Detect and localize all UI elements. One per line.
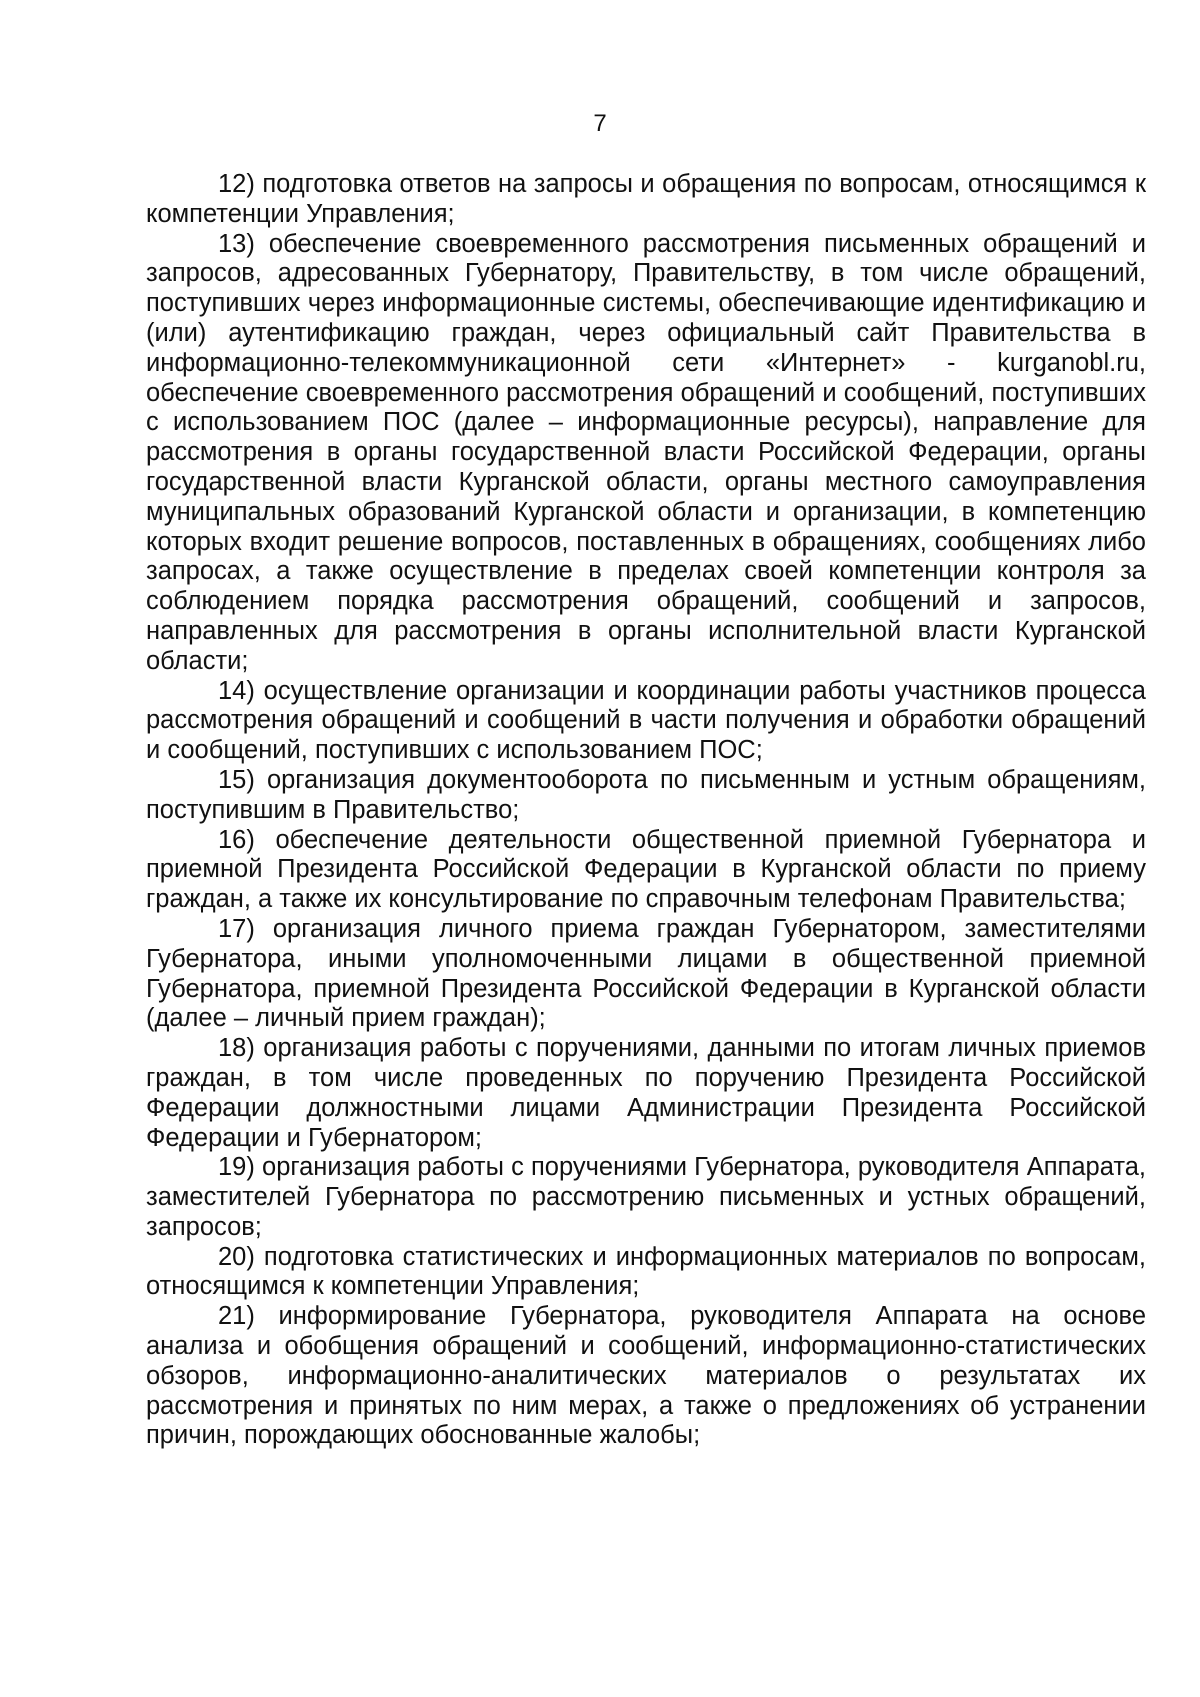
- list-item-19: 19) организация работы с поручениями Губернатора, руководителя Аппарата, заместителей Губернатора по рассмотрению письменных и устных обращений, запросов;: [146, 1153, 1146, 1241]
- list-item-15: 15) организация документооборота по письменным и устным обращениям, поступившим в Правительство;: [146, 765, 1146, 824]
- list-item-17: 17) организация личного приема граждан Губернатором, заместителями Губернатора, иными уполномоченными лицами в общественной приемной Губернатора, приемной Президента Российской Федерации в Курганской области (далее – личный прием граждан);: [146, 914, 1146, 1033]
- list-item-12: 12) подготовка ответов на запросы и обращения по вопросам, относящимся к компетенции Управления;: [146, 170, 1146, 228]
- list-item-16: 16) обеспечение деятельности общественной приемной Губернатора и приемной Президента Российской Федерации в Курганской области по приему граждан, а также их консультирование по справочным телефонам Правительства;: [146, 825, 1146, 914]
- list-item-21: 21) информирование Губернатора, руководителя Аппарата на основе анализа и обобщения обращений и сообщений, информационно-статистических обзоров, информационно-аналитических материалов о результатах их рассмотрения и принятых по ним мерах, а также о предложениях об устранении причин, порождающих обоснованные жалобы;: [146, 1302, 1146, 1450]
- page-number: 7: [593, 110, 607, 137]
- list-item-13: 13) обеспечение своевременного рассмотрения письменных обращений и запросов, адресованных Губернатору, Правительству, в том числе обращений, поступивших через информационные системы, обеспечивающие идентификацию и (или) аутентификацию граждан, через официальный сайт Правительства в информационно-телекоммуникационной сети «Интернет» - kurganobl.ru, обеспечение своевременного рассмотрения обращений и сообщений, поступивших с использованием ПОС (далее – информационные ресурсы), направление для рассмотрения в органы государственной власти Российской Федерации, органы государственной власти Курганской области, органы местного самоуправления муниципальных образований Курганской области и организации, в компетенцию которых входит решение вопросов, поставленных в обращениях, сообщениях либо запросах, а также осуществление в пределах своей компетенции контроля за соблюдением порядка рассмотрения обращений, сообщений и запросов, направленных для рассмотрения в органы исполнительной власти Курганской области;: [146, 229, 1146, 675]
- list-item-20: 20) подготовка статистических и информационных материалов по вопросам, относящимся к компетенции Управления;: [146, 1242, 1146, 1301]
- list-item-18: 18) организация работы с поручениями, данными по итогам личных приемов граждан, в том числе проведенных по поручению Президента Российской Федерации должностными лицами Администрации Президента Российской Федерации и Губернатором;: [146, 1034, 1146, 1152]
- document-body: [146, 170, 1146, 1451]
- list-item-14: 14) осуществление организации и координации работы участников процесса рассмотрения обращений и сообщений в части получения и обработки обращений и сообщений, поступивших с использованием ПОС;: [146, 676, 1146, 765]
